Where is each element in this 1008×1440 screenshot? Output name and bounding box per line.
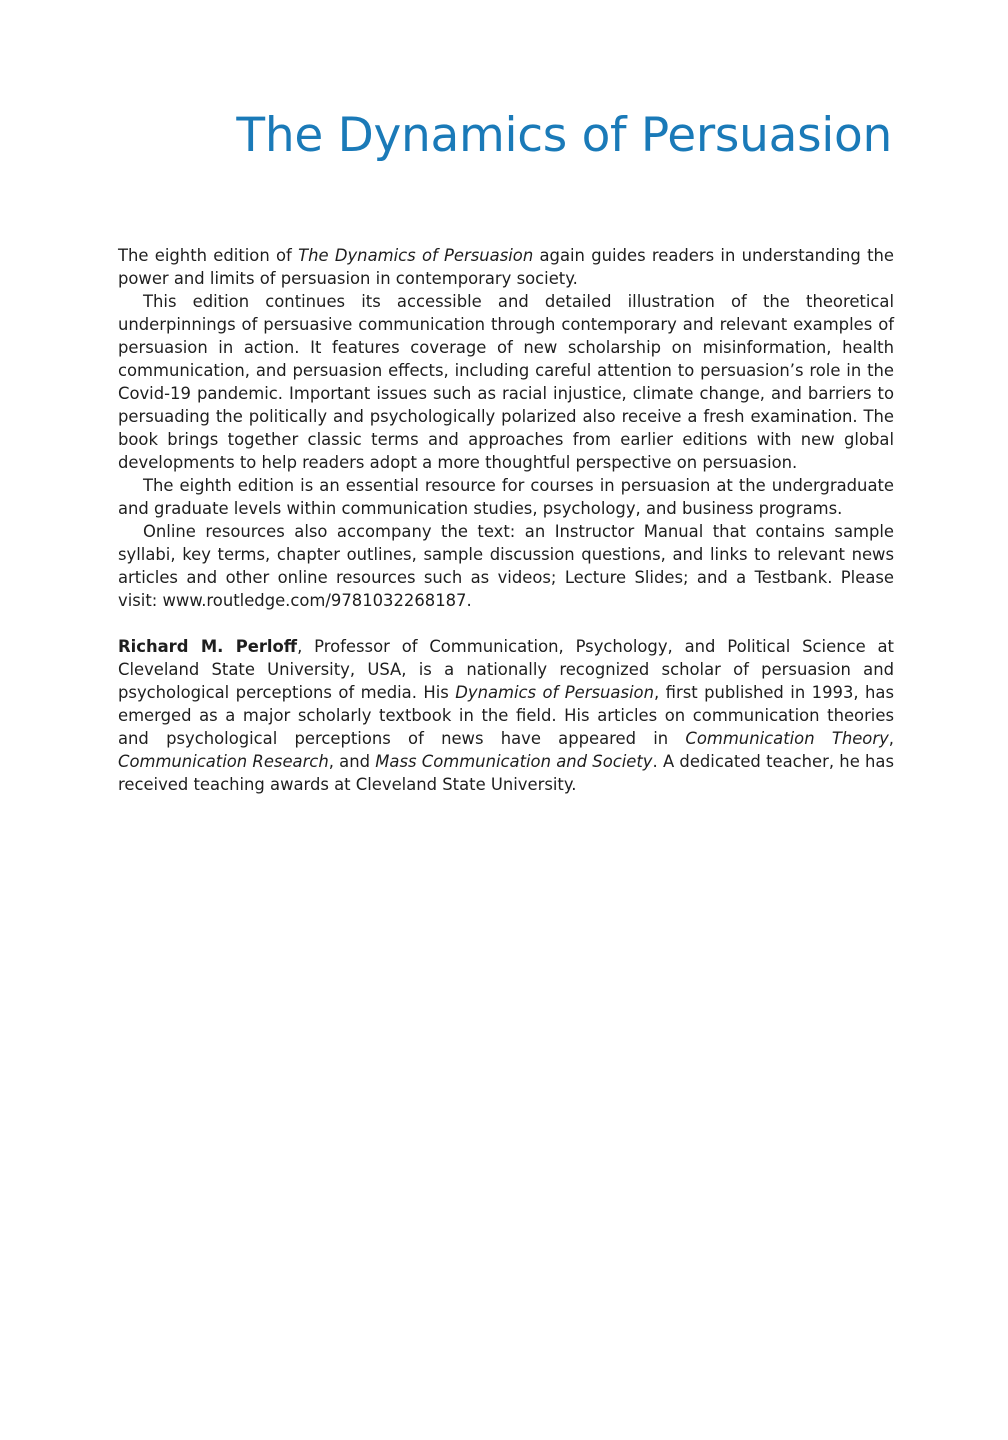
book-title-inline: The Dynamics of Persuasion bbox=[298, 246, 534, 265]
author-bio-text-3: . A dedicated teacher, he has received teaching awards at Cleveland State University. bbox=[118, 752, 894, 794]
author-name: Richard M. Perloff bbox=[118, 637, 298, 656]
journal-separator-1: , bbox=[888, 729, 894, 748]
author-book-title: Dynamics of Persuasion bbox=[455, 683, 654, 702]
journal-title-1: Communication Theory bbox=[685, 729, 889, 748]
description-paragraph-4: Online resources also accompany the text: an Instructor Manual that contains sample syllabi, key terms, chapter outlines, sample discussion questions, and links to relevant news articles and other online resources such as videos; Lecture Slides; and a Testbank. Please visit: www.routledge.com/9781032268187. bbox=[118, 522, 894, 610]
description-paragraph-3: The eighth edition is an essential resource for courses in persuasion at the undergraduate and graduate levels within communication studies, psychology, and business programs. bbox=[118, 476, 894, 518]
author-bio-text-1: , Professor of Communication, Psychology, and Political Science at Cleveland State University, USA, is a nationally recognized scholar of persuasion and psychological perceptions of media. His bbox=[118, 637, 894, 702]
author-bio bbox=[118, 635, 894, 796]
author-bio-text-2: , first published in 1993, has emerged as a major scholarly textbook in the field. His articles on communication theories and psychological perceptions of news have appeared in bbox=[118, 683, 895, 748]
journal-title-3: Mass Communication and Society bbox=[375, 752, 653, 771]
description-p1-rest: again guides readers in understanding the power and limits of persuasion in contemporary society. bbox=[118, 246, 894, 288]
book-title: The Dynamics of Persuasion bbox=[236, 108, 892, 163]
description-p1-lead: The eighth edition of bbox=[118, 246, 299, 265]
description-paragraph-1 bbox=[118, 244, 894, 290]
description-block bbox=[118, 244, 894, 796]
journal-separator-2: , and bbox=[328, 752, 376, 771]
journal-title-2: Communication Research bbox=[118, 752, 329, 771]
description-paragraph-2: This edition continues its accessible and detailed illustration of the theoretical underpinnings of persuasive communication through contemporary and relevant examples of persuasion in action. It features coverage of new scholarship on misinformation, health communication, and persuasion effects, including careful attention to persuasion’s role in the Covid-19 pandemic. Important issues such as racial injustice, climate change, and barriers to persuading the politically and psychologically polarized also receive a fresh examination. The book brings together classic terms and approaches from earlier editions with new global developments to help readers adopt a more thoughtful perspective on persuasion. bbox=[118, 292, 894, 472]
